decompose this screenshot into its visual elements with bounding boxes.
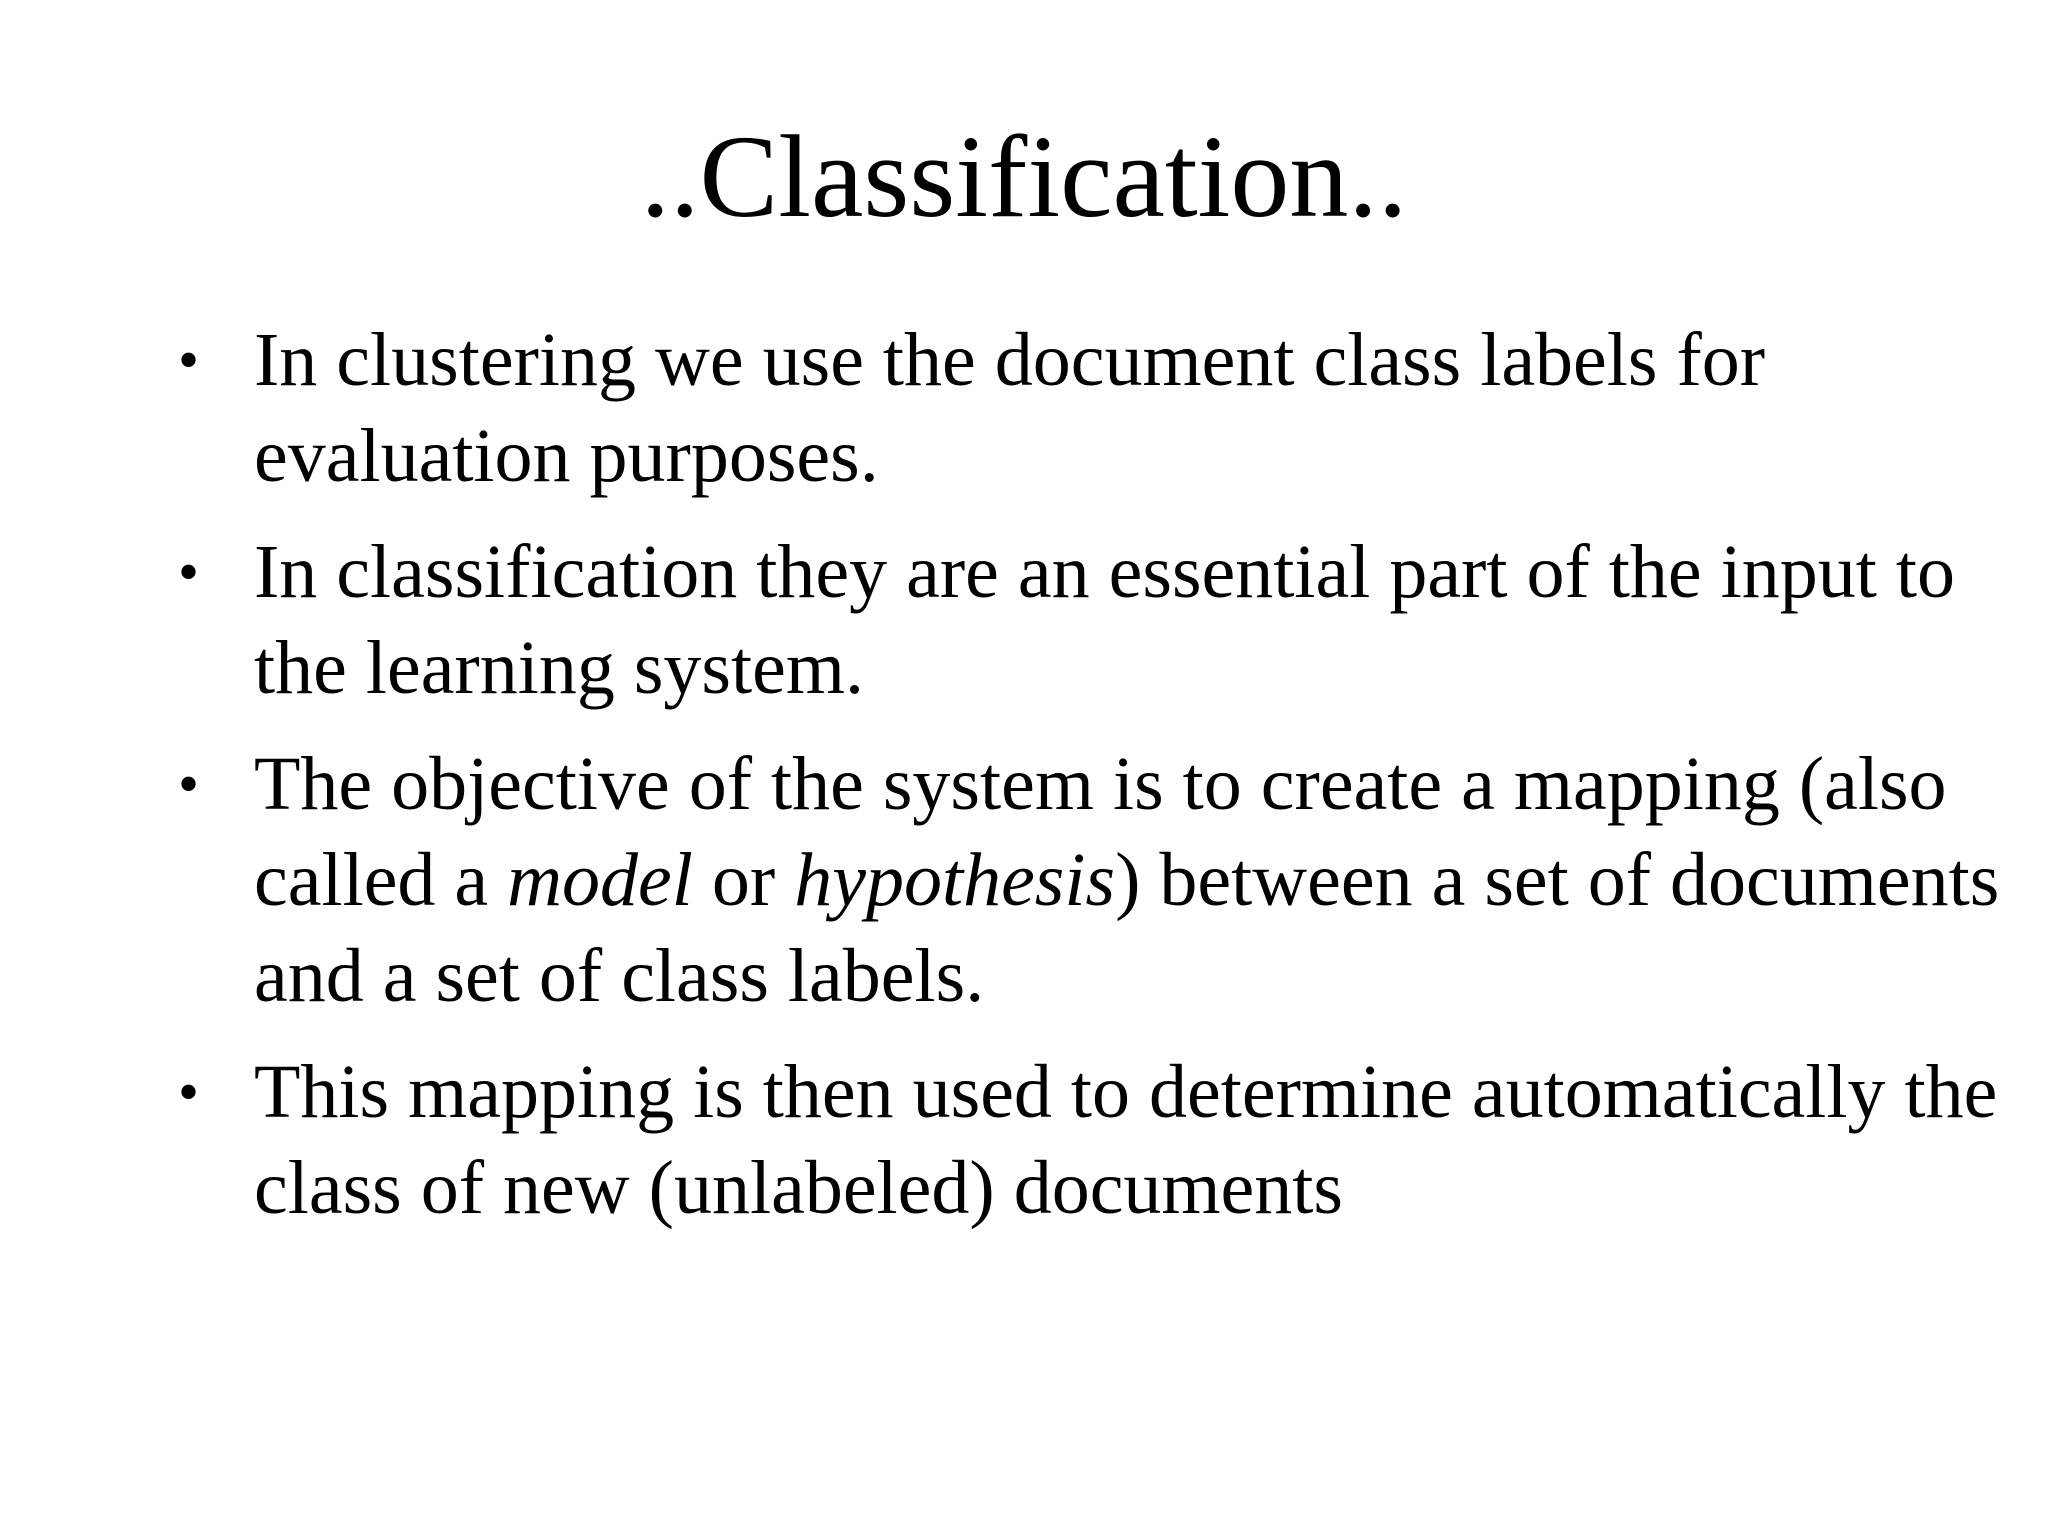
bullet-dot-icon: • [178, 1059, 200, 1125]
bullet-dot-icon: • [178, 539, 200, 605]
bullet-dot-icon: • [178, 751, 200, 817]
bullet-item [164, 312, 2024, 504]
italic-term-hypothesis: hypothesis [794, 838, 1116, 922]
bullet-text-part: or [692, 838, 795, 922]
bullet-dot-icon: • [178, 327, 200, 393]
bullet-text-part: The objective of the system is to create a mapping (also called a [254, 742, 1947, 922]
bullet-text: This mapping is then used to determine automatically the class of new (unlabeled) documents [254, 1050, 1998, 1230]
italic-term-model: model [507, 838, 693, 922]
bullet-item [164, 1044, 2024, 1236]
bullet-text: In classification they are an essential part of the input to the learning system. [254, 530, 1955, 710]
bullet-item [164, 736, 2024, 1024]
bullet-text-mixed [254, 742, 1999, 1018]
slide-title: ..Classification.. [640, 111, 1408, 242]
bullet-text-part: ) between a set of documents and a set of class labels. [254, 838, 2000, 1018]
bullet-list [164, 312, 2024, 1256]
bullet-item [164, 524, 2024, 716]
bullet-text: In clustering we use the document class labels for evaluation purposes. [254, 318, 1766, 498]
